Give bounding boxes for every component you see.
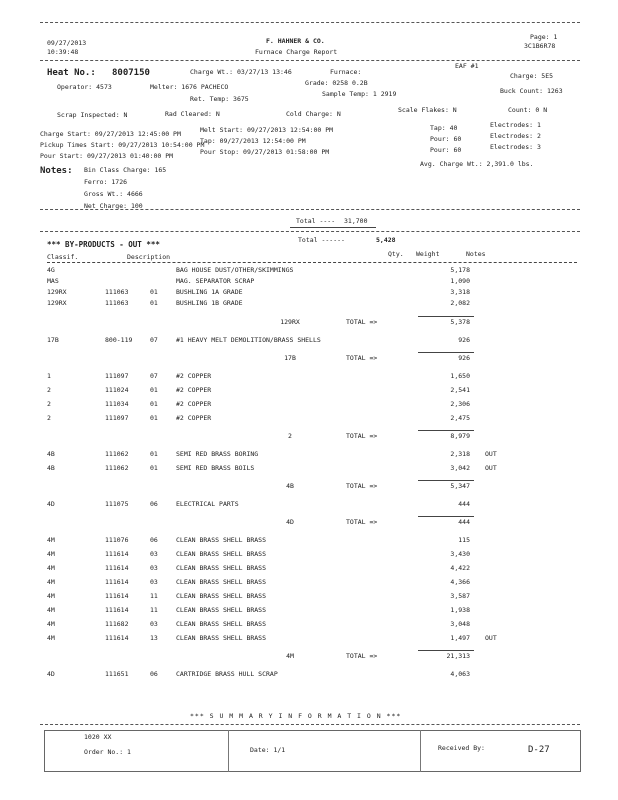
sample-temp: Sample Temp: 1 2919	[322, 90, 397, 98]
notes-label: Notes:	[40, 166, 73, 176]
row-item-no: 111062	[105, 450, 129, 458]
note-line-4: Net Charge: 100	[84, 202, 143, 210]
row-note: OUT	[485, 634, 497, 642]
row-class: 2	[47, 414, 51, 422]
row-code: 07	[150, 336, 158, 344]
time-line-b3: Pour Stop: 09/27/2013 01:58:00 PM	[200, 148, 330, 156]
row-weight: 3,048	[450, 620, 470, 628]
row-item-no: 111097	[105, 372, 129, 380]
row-weight: 115	[458, 536, 470, 544]
table-header-rule	[47, 262, 577, 263]
table-row	[0, 336, 618, 346]
row-item-no: 111075	[105, 500, 129, 508]
row-item-no: 111682	[105, 620, 129, 628]
row-class: 4M	[47, 592, 55, 600]
table-row	[0, 606, 618, 616]
tap-3: Pour: 60	[430, 146, 462, 154]
document-code: D-27	[528, 745, 550, 755]
top-rule	[40, 22, 580, 23]
row-class: 2	[47, 400, 51, 408]
group-total-value: 5,347	[450, 482, 470, 490]
total-word: TOTAL =>	[346, 518, 378, 526]
grade: Grade: 0258 0.2B	[305, 79, 368, 87]
furnace-number: EAF #1	[455, 62, 479, 70]
table-row	[0, 550, 618, 560]
row-item-no: 111614	[105, 550, 129, 558]
row-code: 03	[150, 564, 158, 572]
table-row	[0, 386, 618, 396]
total-rule	[418, 352, 474, 353]
summary-left-b: Order No.: 1	[84, 748, 131, 756]
group-label: 17B	[284, 354, 296, 362]
group-total	[0, 650, 618, 662]
row-item-no: 111614	[105, 564, 129, 572]
table-row	[0, 500, 618, 510]
electrodes-2: Electrodes: 2	[490, 132, 541, 140]
table-row	[0, 450, 618, 460]
total-rule	[418, 480, 474, 481]
row-class: 1	[47, 372, 51, 380]
table-row	[0, 400, 618, 410]
group-label: 4B	[286, 482, 294, 490]
row-code: 03	[150, 550, 158, 558]
charge-number: Charge: 5E5	[510, 72, 554, 80]
row-code: 03	[150, 620, 158, 628]
row-class: 129RX	[47, 288, 67, 296]
row-weight: 1,497	[450, 634, 470, 642]
row-item-no: 111614	[105, 634, 129, 642]
row-weight: 3,430	[450, 550, 470, 558]
electrodes-1: Electrodes: 1	[490, 121, 541, 129]
company-name: F. HAHNER & CO.	[266, 37, 325, 45]
group-label: 4D	[286, 518, 294, 526]
time-line-3: Pour Start: 09/27/2013 01:40:00 PM	[40, 152, 174, 160]
row-code: 01	[150, 288, 158, 296]
row-description: CLEAN BRASS SHELL BRASS	[176, 564, 267, 572]
row-weight: 2,082	[450, 299, 470, 307]
count-line: Count: 0 N	[508, 106, 548, 114]
scale-flakes: Scale Flakes: N	[398, 106, 457, 114]
row-class: 4D	[47, 500, 55, 508]
row-code: 01	[150, 386, 158, 394]
total-rule	[418, 316, 474, 317]
total-a-rule	[290, 227, 376, 228]
row-item-no: 111034	[105, 400, 129, 408]
table-row	[0, 372, 618, 382]
row-description: #1 HEAVY MELT DEMOLITION/BRASS SHELLS	[176, 336, 321, 344]
group-total-value: 5,378	[450, 318, 470, 326]
row-weight: 2,306	[450, 400, 470, 408]
table-row	[0, 578, 618, 588]
report-date: 09/27/2013	[47, 39, 87, 47]
row-weight: 2,318	[450, 450, 470, 458]
row-item-no: 111076	[105, 536, 129, 544]
total-word: TOTAL =>	[346, 318, 378, 326]
note-line-3: Gross Wt.: 4666	[84, 190, 143, 198]
table-row	[0, 464, 618, 474]
table-row	[0, 299, 618, 309]
row-weight: 3,587	[450, 592, 470, 600]
row-description: CARTRIDGE BRASS HULL SCRAP	[176, 670, 278, 678]
row-class: 4M	[47, 550, 55, 558]
row-class: 4M	[47, 578, 55, 586]
furnace-label: Furnace:	[330, 68, 362, 76]
row-description: #2 COPPER	[176, 400, 212, 408]
summary-date: Date: 1/1	[250, 746, 286, 754]
ret-temp: Ret. Temp: 3675	[190, 95, 249, 103]
row-code: 03	[150, 578, 158, 586]
total-rule	[418, 516, 474, 517]
electrodes-3: Electrodes: 3	[490, 143, 541, 151]
col-description: Description	[127, 253, 171, 261]
time-line-b1: Melt Start: 09/27/2013 12:54:00 PM	[200, 126, 334, 134]
row-code: 01	[150, 414, 158, 422]
row-description: MAG. SEPARATOR SCRAP	[176, 277, 255, 285]
row-description: BAG HOUSE DUST/OTHER/SKIMMINGS	[176, 266, 294, 274]
row-code: 11	[150, 592, 158, 600]
notes-rule	[40, 209, 580, 210]
group-total-value: 444	[458, 518, 470, 526]
row-description: #2 COPPER	[176, 372, 212, 380]
time-line-2: Pickup Times Start: 09/27/2013 10:54:00 PM	[40, 141, 205, 149]
row-description: CLEAN BRASS SHELL BRASS	[176, 536, 267, 544]
col-weight: Weight	[416, 250, 440, 258]
row-code: 06	[150, 670, 158, 678]
row-description: BUSHLING 1A GRADE	[176, 288, 243, 296]
row-weight: 4,422	[450, 564, 470, 572]
total-rule	[418, 650, 474, 651]
row-description: #2 COPPER	[176, 414, 212, 422]
col-qty: Qty.	[388, 250, 404, 258]
header-rule	[40, 60, 580, 61]
group-label: 4M	[286, 652, 294, 660]
tap-1: Tap: 40	[430, 124, 458, 132]
row-description: #2 COPPER	[176, 386, 212, 394]
group-total-value: 21,313	[446, 652, 470, 660]
group-total	[0, 352, 618, 364]
row-class: 4B	[47, 450, 55, 458]
total-b-label: Total ------	[298, 236, 345, 244]
melter: Melter: 1676 PACHECO	[150, 83, 229, 91]
time-line-b2: Tap: 09/27/2013 12:54:00 PM	[200, 137, 306, 145]
col-notes: Notes	[466, 250, 486, 258]
group-total	[0, 480, 618, 492]
row-item-no: 111063	[105, 299, 129, 307]
buck-count: Buck Count: 1263	[500, 87, 563, 95]
row-class: 4M	[47, 564, 55, 572]
group-total	[0, 316, 618, 328]
report-time: 10:39:48	[47, 48, 79, 56]
row-weight: 3,318	[450, 288, 470, 296]
page-number: Page: 1	[530, 33, 558, 41]
row-class: 4M	[47, 606, 55, 614]
table-row	[0, 277, 618, 287]
row-class: 4G	[47, 266, 55, 274]
group-total	[0, 516, 618, 528]
row-class: 4B	[47, 464, 55, 472]
total-rule	[418, 430, 474, 431]
row-item-no: 111614	[105, 592, 129, 600]
table-row	[0, 536, 618, 546]
row-weight: 1,938	[450, 606, 470, 614]
total-a-label: Total ----	[296, 217, 336, 225]
table-row	[0, 564, 618, 574]
group-total	[0, 430, 618, 442]
row-class: 4M	[47, 536, 55, 544]
row-weight: 926	[458, 336, 470, 344]
table-row	[0, 288, 618, 298]
row-description: CLEAN BRASS SHELL BRASS	[176, 606, 267, 614]
row-item-no: 111063	[105, 288, 129, 296]
row-class: 17B	[47, 336, 59, 344]
summary-left-a: 1020 XX	[84, 733, 112, 741]
avg-charge-weight: Avg. Charge Wt.: 2,391.0 lbs.	[420, 160, 534, 168]
summary-divider-2	[420, 730, 421, 772]
row-weight: 4,366	[450, 578, 470, 586]
operator: Operator: 4573	[57, 83, 112, 91]
row-description: BUSHLING 1B GRADE	[176, 299, 243, 307]
row-class: MAS	[47, 277, 59, 285]
row-class: 129RX	[47, 299, 67, 307]
row-class: 4M	[47, 620, 55, 628]
table-row	[0, 592, 618, 602]
row-code: 06	[150, 536, 158, 544]
scrap-inspected: Scrap Inspected: N	[57, 111, 128, 119]
table-row	[0, 414, 618, 424]
row-note: OUT	[485, 450, 497, 458]
row-class: 2	[47, 386, 51, 394]
row-weight: 1,090	[450, 277, 470, 285]
row-description: CLEAN BRASS SHELL BRASS	[176, 620, 267, 628]
row-description: CLEAN BRASS SHELL BRASS	[176, 550, 267, 558]
table-row	[0, 266, 618, 276]
time-line-1: Charge Start: 09/27/2013 12:45:00 PM	[40, 130, 181, 138]
row-code: 07	[150, 372, 158, 380]
total-word: TOTAL =>	[346, 354, 378, 362]
row-description: CLEAN BRASS SHELL BRASS	[176, 634, 267, 642]
row-note: OUT	[485, 464, 497, 472]
row-description: SEMI RED BRASS BOILS	[176, 464, 255, 472]
heat-number: 8007150	[112, 68, 150, 78]
total-b-value: 5,428	[376, 236, 396, 244]
summary-divider-1	[228, 730, 229, 772]
row-description: ELECTRICAL PARTS	[176, 500, 239, 508]
row-item-no: 111614	[105, 606, 129, 614]
row-weight: 2,541	[450, 386, 470, 394]
group-label: 129RX	[280, 318, 300, 326]
row-item-no: 111097	[105, 414, 129, 422]
group-total-value: 926	[458, 354, 470, 362]
row-item-no: 111651	[105, 670, 129, 678]
row-description: SEMI RED BRASS BORING	[176, 450, 259, 458]
note-line-1: Bin Class Charge: 165	[84, 166, 167, 174]
row-code: 13	[150, 634, 158, 642]
summary-received: Received By:	[438, 744, 485, 752]
row-weight: 5,178	[450, 266, 470, 274]
heat-label: Heat No.:	[47, 68, 96, 78]
row-code: 01	[150, 450, 158, 458]
section-rule	[40, 231, 580, 232]
cold-charge: Cold Charge: N	[286, 110, 341, 118]
total-word: TOTAL =>	[346, 652, 378, 660]
row-code: 01	[150, 299, 158, 307]
note-line-2: Ferro: 1726	[84, 178, 128, 186]
table-row	[0, 670, 618, 680]
group-label: 2	[288, 432, 292, 440]
row-code: 01	[150, 464, 158, 472]
row-class: 4D	[47, 670, 55, 678]
charge-weight: Charge Wt.: 03/27/13 13:46	[190, 68, 292, 76]
total-a-value: 31,700	[344, 217, 368, 225]
rad-cleared: Rad Cleared: N	[165, 110, 220, 118]
row-item-no: 111062	[105, 464, 129, 472]
row-description: CLEAN BRASS SHELL BRASS	[176, 592, 267, 600]
byproducts-title: *** BY-PRODUCTS - OUT ***	[47, 240, 160, 249]
row-weight: 444	[458, 500, 470, 508]
total-word: TOTAL =>	[346, 432, 378, 440]
report-id: 3C1B6R78	[524, 42, 556, 50]
report-title: Furnace Charge Report	[255, 48, 338, 56]
group-total-value: 8,979	[450, 432, 470, 440]
row-code: 06	[150, 500, 158, 508]
row-weight: 4,063	[450, 670, 470, 678]
table-row	[0, 634, 618, 644]
row-weight: 1,650	[450, 372, 470, 380]
row-weight: 2,475	[450, 414, 470, 422]
total-word: TOTAL =>	[346, 482, 378, 490]
row-item-no: 800-119	[105, 336, 133, 344]
row-code: 11	[150, 606, 158, 614]
row-item-no: 111614	[105, 578, 129, 586]
row-class: 4M	[47, 634, 55, 642]
row-description: CLEAN BRASS SHELL BRASS	[176, 578, 267, 586]
summary-title: *** S U M M A R Y I N F O R M A T I O N ***	[190, 712, 402, 720]
row-weight: 3,042	[450, 464, 470, 472]
row-item-no: 111024	[105, 386, 129, 394]
col-classif: Classif.	[47, 253, 79, 261]
table-row	[0, 620, 618, 630]
tap-2: Pour: 60	[430, 135, 462, 143]
summary-rule	[40, 724, 580, 725]
row-code: 01	[150, 400, 158, 408]
